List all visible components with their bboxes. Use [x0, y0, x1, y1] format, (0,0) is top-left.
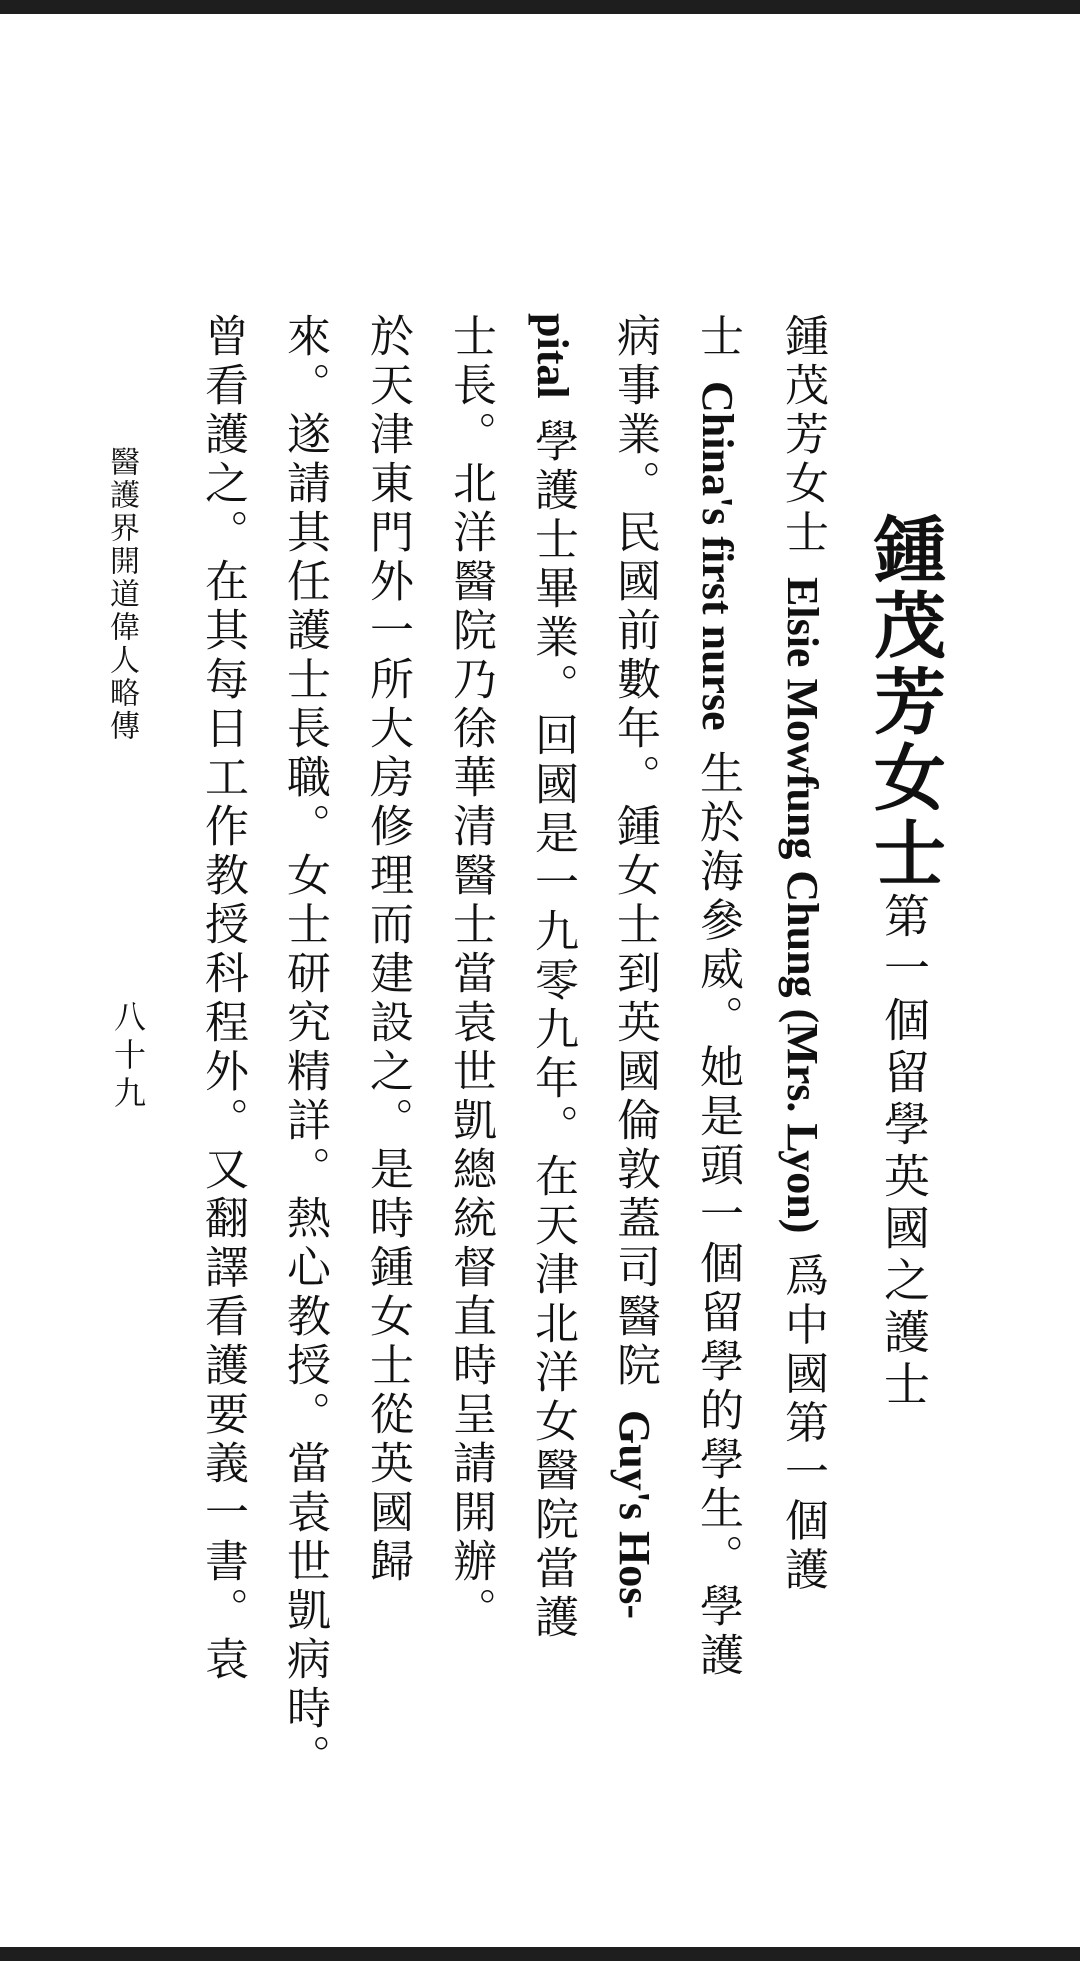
- column-text: 生於海參威。她是頭一個留學的學生。學護: [692, 730, 743, 1681]
- column-text: 士: [692, 313, 743, 381]
- text-column-8: [197, 313, 248, 1685]
- english-text: Elsie Mowfung Chung (Mrs. Lyon): [778, 577, 827, 1234]
- column-text: 於天津東門外一所大房修理而建設之。是時鍾女士從英國歸: [362, 313, 413, 1587]
- english-text: pital: [528, 313, 577, 399]
- bottom-frame-bar: [0, 1947, 1080, 1961]
- text-column-6: [362, 313, 413, 1587]
- running-book-title: 醫護界開道偉人略傳: [104, 446, 139, 743]
- text-column-5: [445, 313, 496, 1636]
- chapter-title: 鍾茂芳女士: [862, 512, 947, 892]
- english-text: Guy's Hos-: [610, 1410, 659, 1620]
- column-text: 來。遂請其任護士長職。女士研究精詳。熱心教授。當袁世凱病時。: [279, 313, 330, 1783]
- column-text: 爲中國第一個護: [777, 1233, 828, 1596]
- text-column-4: [527, 313, 578, 1643]
- text-column-7: [279, 313, 330, 1783]
- column-text: 學護士畢業。回國是一九零九年。在天津北洋女醫院當護: [527, 398, 578, 1643]
- column-text: 曾看護之。在其每日工作教授科程外。又翻譯看護要義一書。袁: [197, 313, 248, 1685]
- english-text: China's first nurse: [693, 381, 742, 731]
- top-frame-bar: [0, 0, 1080, 14]
- column-text: 士長。北洋醫院乃徐華清醫士當袁世凱總統督直時呈請開辦。: [445, 313, 496, 1636]
- text-column-3: [609, 313, 660, 1620]
- column-text: 病事業。民國前數年。鍾女士到英國倫敦蓋司醫院: [609, 313, 660, 1410]
- chapter-title-column: [862, 512, 947, 1412]
- page-number: 八十九: [109, 1000, 147, 1114]
- chapter-subtitle: 第一個留學英國之護士: [877, 892, 931, 1412]
- text-column-1: [777, 313, 828, 1596]
- column-text: 鍾茂芳女士: [777, 313, 828, 577]
- text-column-2: [692, 313, 743, 1681]
